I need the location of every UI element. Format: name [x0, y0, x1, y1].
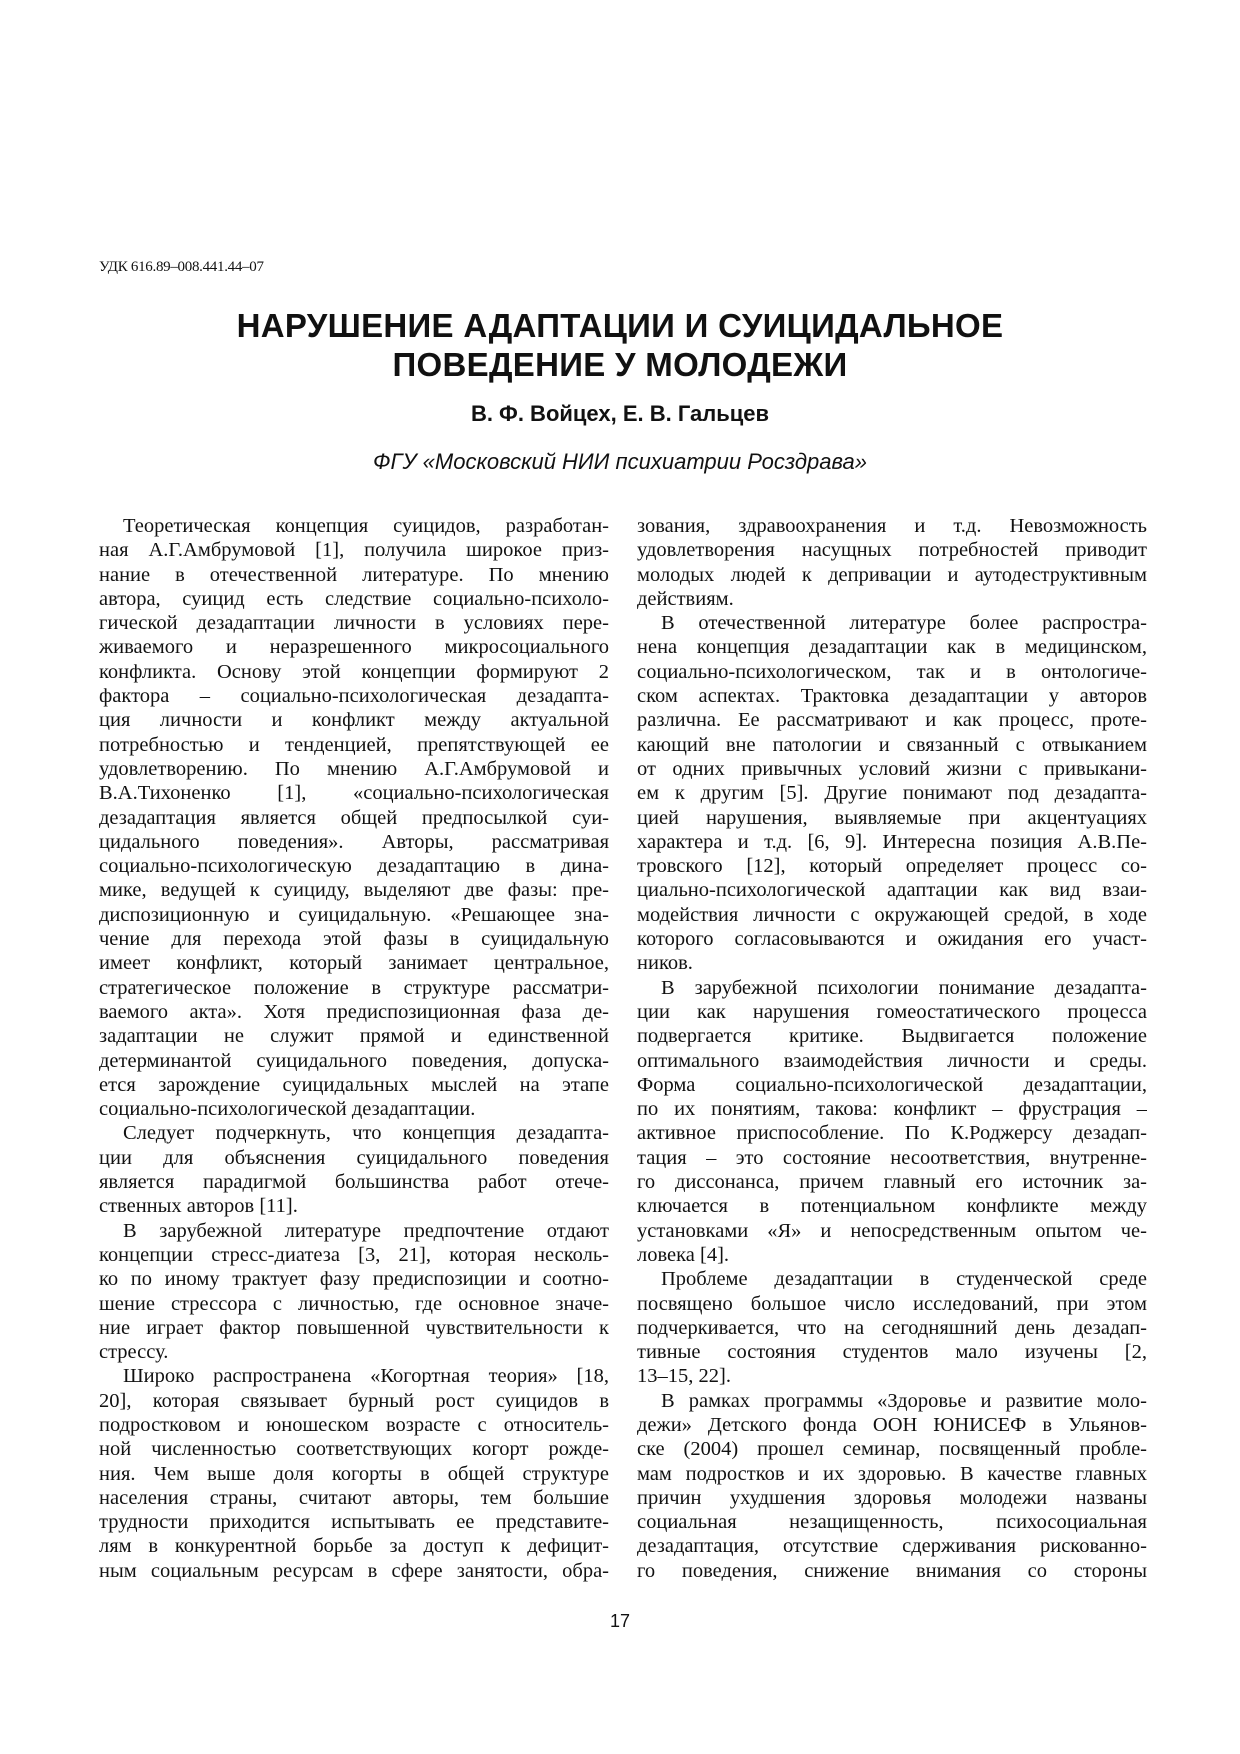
text-line: В.А.Тихоненко [1], «социально-психологическая: [99, 782, 609, 805]
title-line: НАРУШЕНИЕ АДАПТАЦИИ И СУИЦИДАЛЬНОЕ: [236, 307, 1004, 344]
text-line: циально-психологической адаптации как вид взаи-: [637, 879, 1147, 902]
paragraph: [637, 611, 1147, 975]
text-line: го поведения, снижение внимания со стороны: [637, 1559, 1147, 1582]
text-line: дезадаптация является общей предпосылкой суи-: [99, 806, 609, 829]
paragraph: [99, 1219, 609, 1365]
text-line: Следует подчеркнуть, что концепция дезадапта-: [123, 1122, 609, 1145]
text-line: тровского [12], который определяет процесс со-: [637, 855, 1147, 878]
affiliation: ФГУ «Московский НИИ психиатрии Росздрава»: [373, 449, 867, 474]
text-line: ция личности и конфликт между актуальной: [99, 709, 609, 732]
text-line: ловека [4].: [637, 1243, 730, 1266]
text-line: социально-психологическую дезадаптацию в дина-: [99, 855, 609, 878]
title-line: ПОВЕДЕНИЕ У МОЛОДЕЖИ: [392, 346, 848, 383]
text-line: ным социальным ресурсам в сфере занятости, обра-: [99, 1559, 609, 1582]
paragraph: [99, 514, 609, 1121]
text-line: удовлетворения насущных потребностей приводит: [637, 539, 1147, 562]
text-line: ции для объяснения суицидального поведения: [99, 1146, 609, 1169]
text-line: тивные состояния студентов мало изучены [2,: [637, 1341, 1147, 1364]
text-line: нена концепция дезадаптации как в медицинском,: [637, 636, 1147, 659]
text-line: шение стрессора с личностью, где основное значе-: [99, 1292, 609, 1315]
text-line: населения страны, считают авторы, тем большие: [99, 1486, 609, 1509]
paragraph: [637, 1389, 1147, 1583]
text-line: ется зарождение суицидальных мыслей на этапе: [99, 1073, 609, 1096]
text-line: задаптации не служит прямой и единственной: [99, 1025, 609, 1048]
article-title: [0, 306, 1240, 384]
text-line: Теоретическая концепция суицидов, разработан-: [123, 515, 609, 537]
text-line: 13–15, 22].: [637, 1365, 731, 1388]
text-line: которого согласовываются и ожидания его участ-: [637, 928, 1147, 951]
text-line: фактора – социально-психологическая дезадапта-: [99, 685, 609, 708]
text-line: ваемого акта». Хотя предиспозиционная фаза де-: [99, 1000, 609, 1023]
text-line: Форма социально-психологической дезадаптации,: [637, 1073, 1147, 1096]
text-line: цией нарушения, выявляемые при акцентуациях: [637, 806, 1147, 829]
text-line: зования, здравоохранения и т.д. Невозможность: [637, 515, 1147, 537]
text-line: го диссонанса, причем главный его источник за-: [637, 1171, 1147, 1194]
text-line: подчеркивается, что на сегодняшний день дезадап-: [637, 1316, 1147, 1339]
text-line: ников.: [637, 952, 693, 975]
text-line: лям в конкурентной борьбе за доступ к дефицит-: [99, 1535, 609, 1558]
text-line: детерминантой суицидального поведения, допуска-: [99, 1049, 609, 1072]
text-line: стратегическое положение в структуре рассматри-: [99, 976, 609, 999]
text-line: конфликта. Основу этой концепции формируют 2: [99, 660, 609, 683]
left-column: [99, 514, 609, 1583]
udk-code: УДК 616.89–008.441.44–07: [99, 259, 264, 275]
text-line: нание в отечественной литературе. По мнению: [99, 563, 609, 586]
text-line: В зарубежной литературе предпочтение отдают: [123, 1219, 609, 1242]
text-line: социально-психологической дезадаптации.: [99, 1098, 476, 1121]
text-line: по их понятиям, такова: конфликт – фрустрация –: [637, 1098, 1147, 1121]
text-line: дежи» Детского фонда ООН ЮНИСЕФ в Ульянов-: [637, 1413, 1147, 1436]
text-line: молодых людей к депривации и аутодеструктивным: [637, 563, 1147, 586]
text-line: чение для перехода этой фазы в суицидальную: [99, 928, 609, 951]
text-line: ко по иному трактует фазу предиспозиции и соотно-: [99, 1268, 609, 1291]
text-line: ния. Чем выше доля когорты в общей структуре: [99, 1462, 609, 1485]
page-number: 17: [609, 1611, 631, 1631]
text-line: действиям.: [637, 587, 734, 610]
paragraph: [637, 1267, 1147, 1388]
text-line: трудности приходится испытывать ее представите-: [99, 1511, 609, 1534]
text-line: активное приспособление. По К.Роджерсу дезадап-: [637, 1122, 1147, 1145]
text-line: модействия личности с окружающей средой, в ходе: [637, 903, 1147, 926]
text-line: мике, ведущей к суициду, выделяют две фазы: пре-: [99, 879, 609, 902]
text-line: В отечественной литературе более распростра-: [661, 612, 1147, 635]
text-line: концепции стресс-диатеза [3, 21], которая несколь-: [99, 1243, 609, 1266]
text-line: В рамках программы «Здоровье и развитие моло-: [661, 1389, 1147, 1412]
text-line: посвящено большое число исследований, при этом: [637, 1292, 1147, 1315]
text-line: различна. Ее рассматривают и как процесс, проте-: [637, 709, 1147, 732]
text-line: автора, суицид есть следствие социально-психоло-: [99, 587, 609, 610]
text-line: оптимального взаимодействия личности и среды.: [637, 1049, 1147, 1072]
text-line: ем к другим [5]. Другие понимают под дезадапта-: [637, 782, 1147, 805]
text-line: ние играет фактор повышенной чувствительности к: [99, 1316, 609, 1339]
text-line: ственных авторов [11].: [99, 1195, 298, 1218]
text-line: ключается в потенциальном конфликте между: [637, 1195, 1147, 1218]
authors: В. Ф. Войцех, Е. В. Гальцев: [470, 401, 770, 426]
paragraph: [99, 1121, 609, 1218]
text-line: мам подростков и их здоровью. В качестве главных: [637, 1462, 1147, 1485]
paragraph: [637, 976, 1147, 1268]
right-column: [637, 514, 1147, 1583]
text-line: является парадигмой большинства работ отече-: [99, 1171, 609, 1194]
text-line: 20], которая связывает бурный рост суицидов в: [99, 1389, 609, 1412]
text-line: ции как нарушения гомеостатического процесса: [637, 1000, 1147, 1023]
text-line: характера и т.д. [6, 9]. Интересна позиция А.В.Пе-: [637, 830, 1147, 853]
text-line: потребностью и тенденцией, препятствующей ее: [99, 733, 609, 756]
text-line: кающий вне патологии и связанный с отвыканием: [637, 733, 1147, 756]
text-line: подростковом и юношеском возрасте с относитель-: [99, 1413, 609, 1436]
text-line: тация – это состояние несоответствия, внутренне-: [637, 1146, 1147, 1169]
text-line: ной численностью соответствующих когорт рожде-: [99, 1438, 609, 1461]
text-line: живаемого и неразрешенного микросоциального: [99, 636, 609, 659]
text-line: цидального поведения». Авторы, рассматривая: [99, 830, 609, 853]
text-line: подвергается критике. Выдвигается положение: [637, 1025, 1147, 1048]
text-line: диспозиционную и суицидальную. «Решающее зна-: [99, 903, 609, 926]
text-line: причин ухудшения здоровья молодежи названы: [637, 1486, 1147, 1509]
text-line: удовлетворению. По мнению А.Г.Амбрумовой и: [99, 757, 609, 780]
text-line: имеет конфликт, который занимает центральное,: [99, 952, 609, 975]
text-line: стрессу.: [99, 1341, 169, 1364]
text-line: установками «Я» и непосредственным опытом че-: [637, 1219, 1147, 1242]
text-line: дезадаптация, отсутствие сдерживания рискованно-: [637, 1535, 1147, 1558]
text-line: Проблеме дезадаптации в студенческой среде: [661, 1268, 1147, 1291]
text-line: Широко распространена «Когортная теория» [18,: [123, 1365, 609, 1388]
text-line: социально-психологическом, так и в онтологиче-: [637, 660, 1147, 683]
text-line: социальная незащищенность, психосоциальная: [637, 1511, 1147, 1534]
text-line: гической дезадаптации личности в условиях пере-: [99, 612, 609, 635]
text-line: ске (2004) прошел семинар, посвященный пробле-: [637, 1438, 1147, 1461]
paragraph: [99, 1364, 609, 1583]
text-line: В зарубежной психологии понимание дезадапта-: [661, 976, 1147, 999]
text-line: от одних привычных условий жизни с привыкани-: [637, 757, 1147, 780]
text-line: ная А.Г.Амбрумовой [1], получила широкое приз-: [99, 539, 609, 562]
text-line: ском аспектах. Трактовка дезадаптации у авторов: [637, 685, 1147, 708]
paragraph: [637, 514, 1147, 611]
